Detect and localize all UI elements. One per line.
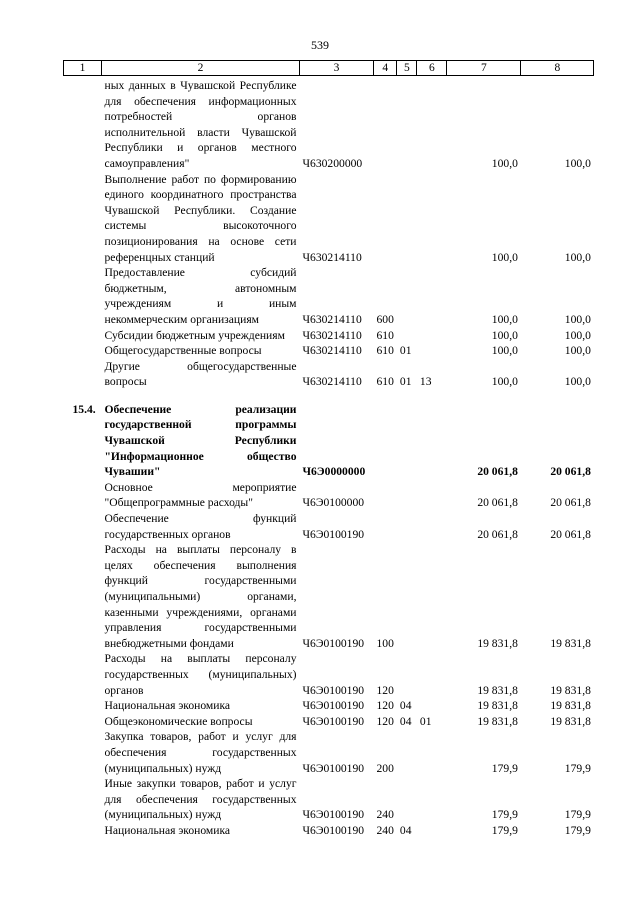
- row-amount-1: 19 831,8: [477, 636, 518, 650]
- row-amount-1: 179,9: [491, 808, 518, 822]
- row-target-code: Ч6Э0100190: [302, 823, 365, 837]
- row-target-code: Ч6Э0100190: [302, 636, 365, 650]
- row-index: [64, 776, 102, 823]
- row-name: ных данных в Чувашской Республике для обеспечения информационных потребностей органов исполнительной власти Чувашской Республики и органов местного самоуправления": [104, 79, 297, 170]
- row-amount-1: 100,0: [491, 375, 518, 389]
- row-index: [64, 511, 102, 542]
- row-amount-1: 179,9: [491, 823, 518, 837]
- row-expense-type: 200: [376, 761, 394, 775]
- row-section: 04: [399, 714, 412, 728]
- row-name: Общегосударственные вопросы: [104, 344, 262, 358]
- row-expense-type: 610: [376, 375, 394, 389]
- table-row: [64, 359, 594, 390]
- row-name: Обеспечение реализации государственной программы Чувашской Республики "Информационное общество Чувашии": [104, 402, 297, 479]
- column-header: 8: [521, 61, 594, 76]
- row-target-code: Ч630214110: [302, 312, 362, 326]
- row-expense-type: [374, 390, 397, 480]
- table-row: [64, 698, 594, 714]
- column-header: 2: [102, 61, 300, 76]
- row-amount-2: 19 831,8: [550, 699, 591, 713]
- row-name: Другие общегосударственные вопросы: [104, 359, 297, 389]
- row-amount-1: 20 061,8: [477, 527, 518, 541]
- row-subsection: [417, 511, 447, 542]
- row-target-code: Ч6Э0100190: [302, 699, 365, 713]
- row-subsection: [417, 265, 447, 327]
- row-index: 15.4.: [72, 402, 96, 416]
- row-section: 04: [399, 823, 412, 837]
- row-amount-2: 100,0: [564, 312, 591, 326]
- row-expense-type: 120: [376, 714, 394, 728]
- row-target-code: Ч6Э0100190: [302, 761, 365, 775]
- row-subsection: 13: [419, 375, 432, 389]
- row-amount-2: 19 831,8: [550, 636, 591, 650]
- row-target-code: Ч630214110: [302, 375, 362, 389]
- row-target-code: Ч6Э0100190: [302, 714, 365, 728]
- row-name: Расходы на выплаты персоналу в целях обеспечения выполнения функций государственными (муниципальными) органами, казенными учреждениями, органами управления государственными внебюджетными фондами: [104, 543, 297, 650]
- row-amount-1: 100,0: [491, 344, 518, 358]
- row-amount-2: 19 831,8: [550, 714, 591, 728]
- row-target-code: Ч6Э0100190: [302, 527, 365, 541]
- table-row: [64, 823, 594, 839]
- row-target-code: Ч630214110: [302, 344, 362, 358]
- row-index: [64, 729, 102, 776]
- row-index: [64, 172, 102, 266]
- row-section: [397, 172, 417, 266]
- row-name: Общеэкономические вопросы: [104, 714, 253, 728]
- row-expense-type: 120: [376, 683, 394, 697]
- row-amount-2: 20 061,8: [550, 465, 591, 479]
- table-header-row: [64, 61, 594, 76]
- table-row: [64, 651, 594, 698]
- table-row: [64, 542, 594, 651]
- row-subsection: [417, 542, 447, 651]
- row-name: Иные закупки товаров, работ и услуг для обеспечения государственных (муниципальных) нужд: [104, 777, 297, 822]
- row-index: [64, 698, 102, 714]
- row-amount-1: 19 831,8: [477, 714, 518, 728]
- row-index: [64, 328, 102, 344]
- row-section: [397, 390, 417, 480]
- row-amount-2: 100,0: [564, 328, 591, 342]
- row-amount-2: 179,9: [564, 823, 591, 837]
- row-subsection: [417, 823, 447, 839]
- row-target-code: Ч6Э0100190: [302, 808, 365, 822]
- row-amount-2: 179,9: [564, 761, 591, 775]
- row-subsection: [417, 76, 447, 172]
- row-expense-type: [374, 172, 397, 266]
- column-header: 3: [300, 61, 374, 76]
- row-target-code: Ч6Э0100000: [302, 496, 365, 510]
- row-amount-2: 100,0: [564, 375, 591, 389]
- row-subsection: 01: [419, 714, 432, 728]
- row-amount-2: 20 061,8: [550, 527, 591, 541]
- row-expense-type: 610: [376, 328, 394, 342]
- row-subsection: [417, 776, 447, 823]
- row-index: [64, 265, 102, 327]
- row-section: [397, 729, 417, 776]
- table-row: [64, 76, 594, 172]
- row-amount-1: 20 061,8: [477, 496, 518, 510]
- row-amount-2: 19 831,8: [550, 683, 591, 697]
- row-index: [64, 542, 102, 651]
- column-header: 4: [374, 61, 397, 76]
- row-section: 04: [399, 699, 412, 713]
- row-subsection: [417, 480, 447, 511]
- row-target-code: Ч6Э0100190: [302, 683, 365, 697]
- row-subsection: [417, 172, 447, 266]
- row-section: 01: [399, 344, 412, 358]
- table-row: [64, 265, 594, 327]
- row-section: [397, 328, 417, 344]
- row-amount-1: 100,0: [491, 156, 518, 170]
- row-amount-1: 19 831,8: [477, 699, 518, 713]
- row-name: Расходы на выплаты персоналу государственных (муниципальных) органов: [104, 652, 297, 697]
- column-header: 7: [447, 61, 521, 76]
- column-header: 5: [397, 61, 417, 76]
- row-section: [397, 76, 417, 172]
- row-target-code: Ч6Э0000000: [302, 465, 366, 479]
- table-row: [64, 172, 594, 266]
- row-name: Национальная экономика: [104, 699, 231, 713]
- row-index: [64, 823, 102, 839]
- row-name: Обеспечение функций государственных органов: [104, 512, 297, 541]
- row-index: [64, 76, 102, 172]
- row-index: [64, 343, 102, 359]
- column-header: 6: [417, 61, 447, 76]
- row-subsection: [417, 343, 447, 359]
- row-index: [64, 714, 102, 730]
- row-amount-2: 20 061,8: [550, 496, 591, 510]
- row-name: Субсидии бюджетным учреждениям: [104, 328, 285, 342]
- row-expense-type: 240: [376, 823, 394, 837]
- row-name: Национальная экономика: [104, 823, 231, 837]
- table-row: [64, 480, 594, 511]
- table-row: [64, 511, 594, 542]
- row-subsection: [417, 651, 447, 698]
- row-amount-1: 20 061,8: [477, 465, 518, 479]
- row-expense-type: 100: [376, 636, 394, 650]
- row-section: [397, 776, 417, 823]
- row-subsection: [417, 328, 447, 344]
- row-expense-type: [374, 511, 397, 542]
- row-section: [397, 542, 417, 651]
- row-amount-1: 19 831,8: [477, 683, 518, 697]
- table-row: [64, 714, 594, 730]
- table-body: [64, 76, 594, 839]
- row-expense-type: [374, 76, 397, 172]
- row-subsection: [417, 729, 447, 776]
- row-expense-type: 240: [376, 808, 394, 822]
- row-amount-2: 100,0: [564, 344, 591, 358]
- row-expense-type: 610: [376, 344, 394, 358]
- row-section: [397, 265, 417, 327]
- table-row: [64, 343, 594, 359]
- row-subsection: [417, 390, 447, 480]
- column-header: 1: [64, 61, 102, 76]
- row-name: Основное мероприятие "Общепрограммные расходы": [104, 480, 297, 510]
- row-amount-1: 100,0: [491, 250, 518, 264]
- row-name: Предоставление субсидий бюджетным, автономным учреждениям и иным некоммерческим организациям: [104, 266, 297, 326]
- table-row: [64, 390, 594, 480]
- row-target-code: Ч630200000: [302, 156, 363, 170]
- row-index: [64, 359, 102, 390]
- row-target-code: Ч630214110: [302, 328, 362, 342]
- row-expense-type: 600: [376, 312, 394, 326]
- row-section: [397, 651, 417, 698]
- page-number: 539: [311, 38, 329, 52]
- row-target-code: Ч630214110: [302, 250, 362, 264]
- row-amount-1: 100,0: [491, 312, 518, 326]
- budget-table: [63, 60, 594, 839]
- row-amount-2: 100,0: [564, 250, 591, 264]
- row-amount-2: 100,0: [564, 156, 591, 170]
- row-section: [397, 511, 417, 542]
- row-expense-type: [374, 480, 397, 511]
- table-row: [64, 328, 594, 344]
- row-subsection: [417, 698, 447, 714]
- row-section: [397, 480, 417, 511]
- row-name: Закупка товаров, работ и услуг для обеспечения государственных (муниципальных) нужд: [104, 730, 297, 775]
- row-expense-type: 120: [376, 699, 394, 713]
- row-amount-1: 179,9: [491, 761, 518, 775]
- row-amount-1: 100,0: [491, 328, 518, 342]
- table-row: [64, 729, 594, 776]
- row-name: Выполнение работ по формированию единого координатного пространства Чувашской Республики. Создание системы высокоточного позиционирования на основе сети референцных станций: [104, 172, 297, 264]
- row-section: 01: [399, 375, 412, 389]
- row-index: [64, 651, 102, 698]
- row-index: [64, 480, 102, 511]
- table-row: [64, 776, 594, 823]
- row-amount-2: 179,9: [564, 808, 591, 822]
